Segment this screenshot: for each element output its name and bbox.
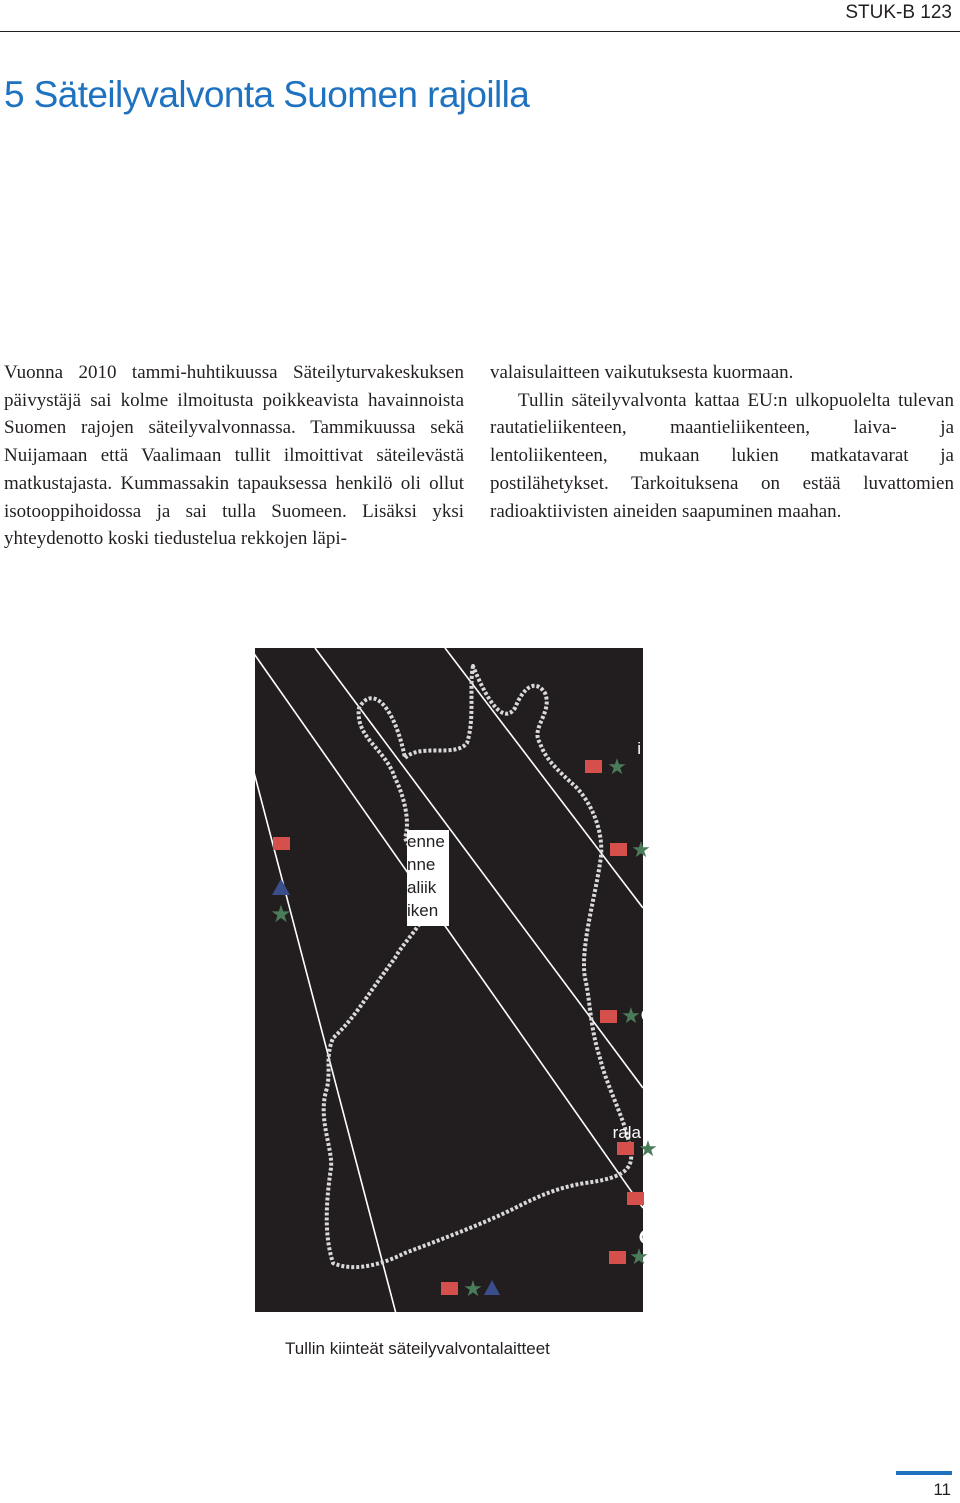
legend-red-square xyxy=(273,837,290,850)
map-label-top: i xyxy=(637,739,641,758)
legend-line: enne xyxy=(407,832,445,851)
marker-red-square xyxy=(617,1142,634,1155)
map-label-kotka: rala xyxy=(612,1123,641,1142)
legend-line: iken xyxy=(407,901,439,920)
finland-coastline xyxy=(324,666,632,1267)
marker-ring xyxy=(643,1009,655,1021)
section-title: 5 Säteilyvalvonta Suomen rajoilla xyxy=(4,74,530,115)
marker-green-star: ★ xyxy=(463,1277,483,1302)
legend-line: nne xyxy=(407,855,436,874)
body-column-right xyxy=(490,359,954,525)
station-markers xyxy=(441,755,658,1302)
diagonal-line xyxy=(245,738,405,1348)
finland-border-map xyxy=(255,648,658,1312)
marker-green-star: ★ xyxy=(621,1004,641,1029)
legend-text xyxy=(407,830,449,926)
marker-green-star: ★ xyxy=(607,755,627,780)
header-divider xyxy=(0,31,960,32)
legend-line: aliik xyxy=(407,878,437,897)
page-number: 11 xyxy=(933,1480,951,1499)
marker-green-star: ★ xyxy=(638,1137,658,1162)
marker-red-square xyxy=(609,1251,626,1264)
marker-red-square xyxy=(585,760,602,773)
figure-caption: Tullin kiinteät säteilyvalvontalaitteet xyxy=(285,1339,550,1358)
legend-green-star: ★ xyxy=(270,900,292,928)
map-canvas xyxy=(255,648,658,1312)
body-paragraph: Tullin säteilyvalvonta kattaa EU:n ulkopuolelta tulevan rautatieliikenteen, maantieliikenteen, laiva- ja lentoliikenteen, mukaan lukien matkatavarat ja postilähetykset. Tarkoituksena on estää luvattomien radioaktiivisten aineiden saapuminen maahan. xyxy=(490,389,954,522)
body-column-left xyxy=(4,359,464,553)
marker-red-square xyxy=(441,1282,458,1295)
diagonal-line xyxy=(250,648,643,1208)
marker-red-square xyxy=(610,843,627,856)
map-diagonal-lines xyxy=(245,648,643,1348)
body-paragraph: Vuonna 2010 tammi-huhtikuussa Säteilyturvakeskuksen päivystäjä sai kolme ilmoitusta poikkeavista havainnoista Suomen rajojen säteilyvalvonnassa. Tammikuussa sekä Nuijamaan että Vaalimaan tullit ilmoittivat säteilevästä matkustajasta. Kummassakin tapauksessa henkilö oli ollut isotooppihoidossa ja sai tulla Suomeen. Lisäksi yksi yhteydenotto koski tiedustelua rekkojen läpi- xyxy=(4,362,464,550)
marker-green-star: ★ xyxy=(631,838,651,863)
legend-blue-triangle xyxy=(272,879,290,895)
marker-green-star: ★ xyxy=(629,1245,649,1270)
marker-blue-triangle xyxy=(484,1280,500,1295)
series-code: STUK-B 123 xyxy=(845,2,952,23)
footer-accent-rule xyxy=(896,1471,952,1475)
marker-ring xyxy=(641,1231,653,1243)
diagonal-line xyxy=(315,648,643,1088)
body-paragraph-continued: valaisulaitteen vaikutuksesta kuormaan. xyxy=(490,362,794,383)
marker-red-square xyxy=(600,1010,617,1023)
marker-red-square xyxy=(627,1192,644,1205)
